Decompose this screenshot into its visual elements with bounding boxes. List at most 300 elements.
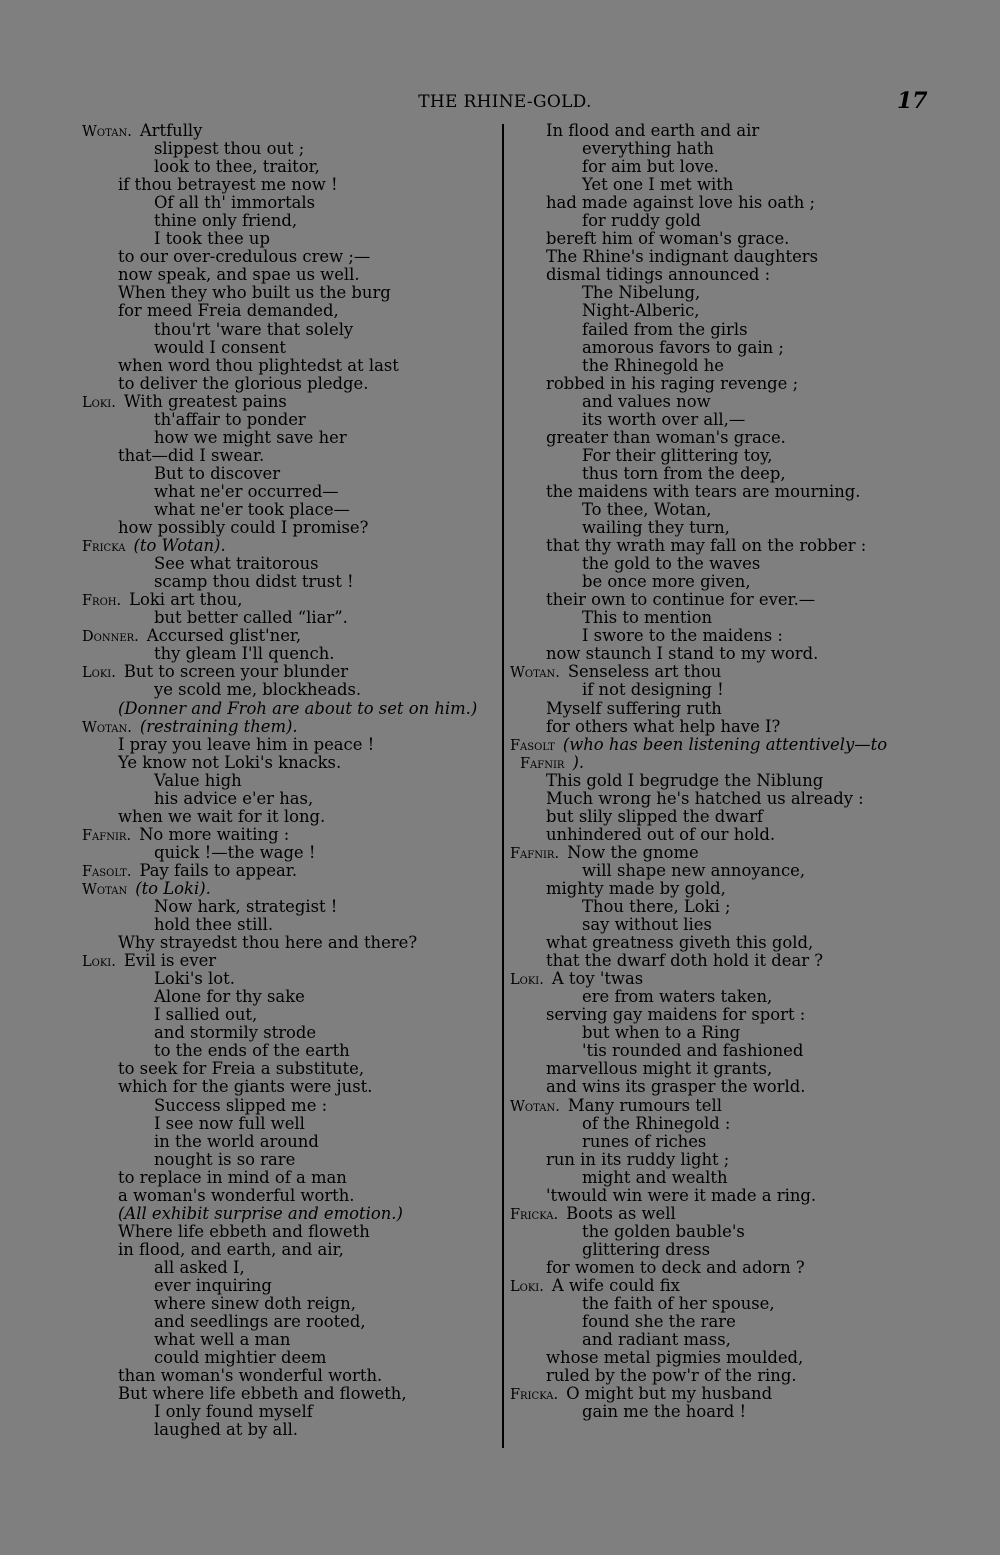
line-text: of the Rhinegold : [582,1113,731,1133]
line-text: if not designing ! [582,680,724,700]
line-text: With greatest pains [123,391,287,411]
line-text: that—did I swear. [118,445,265,465]
verse-line [510,375,940,393]
line-text: ere from waters taken, [582,987,773,1007]
verse-line [82,357,497,375]
verse-line [82,501,497,519]
verse-line [82,284,497,302]
verse-line [82,1421,497,1439]
stage-direction: ). [572,752,585,772]
verse-line [82,1295,497,1313]
stage-direction: (to Wotan). [133,536,226,556]
verse-line [82,158,497,176]
verse-line [82,790,497,808]
line-text: ruled by the pow'r of the ring. [546,1366,797,1386]
verse-line [510,1024,940,1042]
speaker-name: Loki. [82,954,116,971]
line-text: I took thee up [154,229,270,249]
verse-line [82,1277,497,1295]
line-text: I see now full well [154,1113,305,1133]
line-text: The Nibelung, [582,283,701,303]
line-text: Loki art thou, [129,590,243,610]
verse-line [82,1115,497,1133]
speaker-name: Wotan [82,881,128,898]
line-text: a woman's wonderful worth. [118,1185,355,1205]
verse-line [510,1133,940,1151]
verse-line [510,176,940,194]
verse-line [510,1097,940,1115]
line-text: to deliver the glorious pledge. [118,373,369,393]
verse-line [82,1133,497,1151]
verse-line [82,1349,497,1367]
line-text: Accursed glist'ner, [146,626,302,646]
verse-line [82,1313,497,1331]
line-text: whose metal pigmies moulded, [546,1348,804,1368]
line-text: Now the gnome [567,842,699,862]
verse-line [82,952,497,970]
verse-line [510,537,940,555]
verse-line [82,555,497,573]
line-text: everything hath [582,139,714,159]
verse-line [82,483,497,501]
verse-line [82,1385,497,1403]
line-text: scamp thou didst trust ! [154,572,354,592]
line-text: nought is so rare [154,1149,296,1169]
line-text: To thee, Wotan, [582,499,712,519]
verse-line [510,862,940,880]
line-text: Evil is ever [123,951,217,971]
line-text: The Rhine's indignant daughters [546,247,819,267]
line-text: and values now [582,391,711,411]
verse-line [82,321,497,339]
line-text: for others what help have I? [546,716,781,736]
verse-line [510,1349,940,1367]
line-text: how possibly could I promise? [118,518,369,538]
line-text: Night-Alberic, [582,301,700,321]
line-text: greater than woman's grace. [546,427,786,447]
verse-line [82,916,497,934]
verse-line [510,1060,940,1078]
line-text: runes of riches [582,1131,707,1151]
line-text: Pay fails to appear. [139,860,298,880]
verse-line [82,1097,497,1115]
verse-line [82,988,497,1006]
line-text: serving gay maidens for sport : [546,1005,806,1025]
stage-direction: (restraining them). [139,716,298,736]
verse-line [510,573,940,591]
line-text: and stormily strode [154,1023,317,1043]
line-text: for ruddy gold [582,211,701,231]
verse-line [510,718,940,736]
verse-line [82,1223,497,1241]
verse-line [82,375,497,393]
verse-line [82,140,497,158]
line-text: robbed in his raging revenge ; [546,373,799,393]
line-text: But to discover [154,463,281,483]
verse-line [510,1277,940,1295]
line-text: But where life ebbeth and floweth, [118,1384,407,1404]
line-text: in the world around [154,1131,319,1151]
line-text: be once more given, [582,572,751,592]
line-text: all asked I, [154,1257,245,1277]
verse-line [82,718,497,736]
line-text: 'twould win were it made a ring. [546,1185,817,1205]
line-text: to the ends of the earth [154,1041,350,1061]
line-text: Many rumours tell [567,1095,722,1115]
line-text: Value high [154,770,242,790]
verse-line [82,663,497,681]
line-text: thou'rt 'ware that solely [154,319,354,339]
speaker-name: Donner. [82,629,139,646]
verse-line [82,1331,497,1349]
line-text: look to thee, traitor, [154,157,320,177]
page-number: 17 [897,88,928,114]
verse-line [82,1403,497,1421]
verse-line [82,862,497,880]
verse-line [82,700,497,718]
speaker-name: Fasolt [510,737,555,754]
stage-direction: (who has been listening attentively—to [562,734,888,754]
verse-line [510,1331,940,1349]
line-text: Boots as well [566,1203,676,1223]
stage-direction: (All exhibit surprise and emotion.) [118,1203,403,1223]
line-text: ever inquiring [154,1276,272,1295]
verse-line [510,1241,940,1259]
line-text: laughed at by all. [154,1420,299,1440]
line-text: dismal tidings announced : [546,265,771,285]
verse-line [510,700,940,718]
verse-line [82,537,497,555]
line-text: his advice e'er has, [154,788,314,808]
speaker-name: Loki. [82,394,116,411]
verse-line [510,844,940,862]
line-text: A wife could fix [551,1276,680,1295]
verse-line [510,736,940,754]
verse-line [510,230,940,248]
verse-line [82,429,497,447]
verse-line [510,880,940,898]
line-text: its worth over all,— [582,409,746,429]
verse-line [82,266,497,284]
verse-line [82,1241,497,1259]
verse-line [82,248,497,266]
line-text: A toy 'twas [551,969,644,989]
line-text: how we might save her [154,427,347,447]
verse-line [510,212,940,230]
running-title: THE RHINE-GOLD. [418,92,592,112]
line-text: will shape new annoyance, [582,860,806,880]
verse-line [82,1024,497,1042]
verse-line [82,772,497,790]
line-text: for women to deck and adorn ? [546,1257,805,1277]
verse-line [82,1042,497,1060]
verse-line [510,645,940,663]
line-text: Now hark, strategist ! [154,897,338,917]
verse-line [82,1078,497,1096]
line-text: gain me the hoard ! [582,1402,747,1422]
line-text: I pray you leave him in peace ! [118,734,375,754]
line-text: 'tis rounded and fashioned [582,1041,804,1061]
line-text: than woman's wonderful worth. [118,1366,383,1386]
verse-line [82,826,497,844]
verse-line [510,266,940,284]
line-text: if thou betrayest me now ! [118,175,338,195]
line-text: wailing they turn, [582,518,730,538]
verse-line [510,663,940,681]
verse-line [510,609,940,627]
line-text: what greatness giveth this gold, [546,933,814,953]
line-text: now staunch I stand to my word. [546,644,819,664]
verse-line [510,627,940,645]
verse-line [510,393,940,411]
line-text: amorous favors to gain ; [582,337,784,357]
verse-line [510,1151,940,1169]
verse-line [510,1295,940,1313]
line-text: what well a man [154,1330,291,1350]
verse-line [82,573,497,591]
verse-line [82,591,497,609]
verse-line [82,1169,497,1187]
verse-line [82,339,497,357]
line-text: slippest thou out ; [154,139,305,159]
line-text: Where life ebbeth and floweth [118,1221,370,1241]
left-column [82,122,497,1439]
verse-line [510,970,940,988]
line-text: I sallied out, [154,1005,258,1025]
speaker-name: Loki. [510,1279,544,1295]
line-text: the Rhinegold he [582,355,725,375]
line-text: and seedlings are rooted, [154,1312,366,1332]
verse-line [82,934,497,952]
line-text: when we wait for it long. [118,806,326,826]
verse-line [510,1042,940,1060]
verse-line [82,447,497,465]
line-text: and wins its grasper the world. [546,1077,806,1097]
verse-line [510,140,940,158]
line-text: Of all th' immortals [154,193,316,213]
verse-line [510,339,940,357]
verse-line [82,1259,497,1277]
line-text: might and wealth [582,1167,728,1187]
line-text: mighty made by gold, [546,878,726,898]
line-text: Alone for thy sake [154,987,305,1007]
line-text: where sinew doth reign, [154,1294,356,1314]
verse-line [82,302,497,320]
verse-line [82,754,497,772]
line-text: When they who built us the burg [118,283,391,303]
verse-line [82,230,497,248]
line-text: their own to continue for ever.— [546,590,816,610]
line-text: the faith of her spouse, [582,1294,775,1314]
verse-line [510,916,940,934]
line-text: quick !—the wage ! [154,842,316,862]
line-text: what ne'er occurred— [154,481,339,501]
line-text: Much wrong he's hatched us already : [546,788,864,808]
verse-line [510,302,940,320]
verse-line [82,212,497,230]
line-text: now speak, and spae us well. [118,265,360,285]
line-text: hold thee still. [154,915,274,935]
line-text: See what traitorous [154,554,319,574]
verse-line [510,1115,940,1133]
verse-line [510,591,940,609]
verse-line [510,1187,940,1205]
verse-line [510,1169,940,1187]
verse-line [510,826,940,844]
verse-line [510,411,940,429]
line-text: Ye know not Loki's knacks. [118,752,342,772]
verse-line [510,1205,940,1223]
line-text: glittering dress [582,1239,711,1259]
verse-line [510,808,940,826]
verse-line [82,844,497,862]
line-text: I only found myself [154,1402,313,1422]
verse-line [82,880,497,898]
line-text: for aim but love. [582,157,719,177]
line-text: bereft him of woman's grace. [546,229,790,249]
line-text: unhindered out of our hold. [546,824,776,844]
verse-line [82,609,497,627]
line-text: thine only friend, [154,211,298,231]
speaker-name: Loki. [82,665,116,682]
verse-line [510,357,940,375]
line-text: This gold I begrudge the Niblung [546,770,824,790]
line-text: thus torn from the deep, [582,463,786,483]
speaker-name: Fasolt. [82,863,132,880]
verse-line [510,483,940,501]
line-text: what ne'er took place— [154,499,350,519]
line-text: the maidens with tears are mourning. [546,481,861,501]
verse-line [510,1006,940,1024]
line-text: would I consent [154,337,286,357]
verse-line [510,1078,940,1096]
line-text: to our over-credulous crew ;— [118,247,371,267]
verse-line [510,447,940,465]
verse-line [82,194,497,212]
speaker-name: Wotan. [82,719,132,736]
speaker-name: Wotan. [510,665,560,682]
verse-line [510,934,940,952]
line-text: This to mention [582,608,713,628]
line-text: that the dwarf doth hold it dear ? [546,951,824,971]
line-text: th'affair to ponder [154,409,306,429]
verse-line [510,555,940,573]
line-text: but slily slipped the dwarf [546,806,763,826]
verse-line [82,465,497,483]
verse-line [82,681,497,699]
line-text: the golden bauble's [582,1221,745,1241]
line-text: found she the rare [582,1312,736,1332]
right-column [510,122,940,1421]
verse-line [82,122,497,140]
line-text: to seek for Freia a substitute, [118,1059,365,1079]
verse-line [510,1385,940,1403]
verse-line [510,772,940,790]
line-text: ye scold me, blockheads. [154,680,362,700]
line-text: in flood, and earth, and air, [118,1239,344,1259]
verse-line [510,321,940,339]
speaker-name: Loki. [510,972,544,989]
line-text: Senseless art thou [567,662,722,682]
speaker-name: Fafnir [520,755,565,772]
verse-line [82,1187,497,1205]
verse-line [510,248,940,266]
verse-line [82,645,497,663]
verse-line [510,429,940,447]
speaker-name: Fafnir. [510,845,560,862]
line-text: had made against love his oath ; [546,193,816,213]
verse-line [510,1367,940,1385]
line-text: thy gleam I'll quench. [154,644,335,664]
verse-line [510,1259,940,1277]
line-text: run in its ruddy light ; [546,1149,730,1169]
speaker-name: Fricka. [510,1206,559,1223]
verse-line [82,808,497,826]
verse-line [510,519,940,537]
line-text: Artfully [139,121,203,140]
line-text: Why strayedst thou here and there? [118,933,418,953]
verse-line [510,194,940,212]
line-text: In flood and earth and air [546,121,760,140]
line-text: Thou there, Loki ; [582,897,731,917]
verse-line [510,898,940,916]
line-text: but when to a Ring [582,1023,741,1043]
verse-line [510,501,940,519]
line-text: O might but my husband [566,1384,773,1404]
verse-line [82,1367,497,1385]
line-text: Loki's lot. [154,969,235,989]
verse-line [82,627,497,645]
line-text: say without lies [582,915,712,935]
speaker-name: Froh. [82,593,122,610]
speaker-name: Fricka. [510,1387,559,1404]
verse-line [510,952,940,970]
verse-line [82,176,497,194]
line-text: But to screen your blunder [123,662,349,682]
line-text: For their glittering toy, [582,445,773,465]
line-text: the gold to the waves [582,554,761,574]
speaker-name: Wotan. [82,124,132,140]
verse-line [82,519,497,537]
line-text: that thy wrath may fall on the robber : [546,536,867,556]
speaker-name: Fafnir. [82,827,132,844]
column-rule [502,124,504,1448]
line-text: when word thou plightedst at last [118,355,399,375]
line-text: Success slipped me : [154,1095,328,1115]
line-text: marvellous might it grants, [546,1059,773,1079]
verse-line [510,1223,940,1241]
verse-line [510,1313,940,1331]
stage-direction: (to Loki). [135,878,211,898]
verse-line [82,393,497,411]
verse-line [510,284,940,302]
verse-line [510,681,940,699]
verse-line [510,754,940,772]
verse-line [510,790,940,808]
verse-line [82,1006,497,1024]
line-text: for meed Freia demanded, [118,301,339,321]
line-text: to replace in mind of a man [118,1167,347,1187]
line-text: Myself suffering ruth [546,698,722,718]
stage-direction: (Donner and Froh are about to set on him.) [118,698,478,718]
verse-line [510,158,940,176]
verse-line [510,122,940,140]
verse-line [510,1403,940,1421]
line-text: No more waiting : [139,824,290,844]
line-text: which for the giants were just. [118,1077,373,1097]
verse-line [82,970,497,988]
line-text: I swore to the maidens : [582,626,783,646]
